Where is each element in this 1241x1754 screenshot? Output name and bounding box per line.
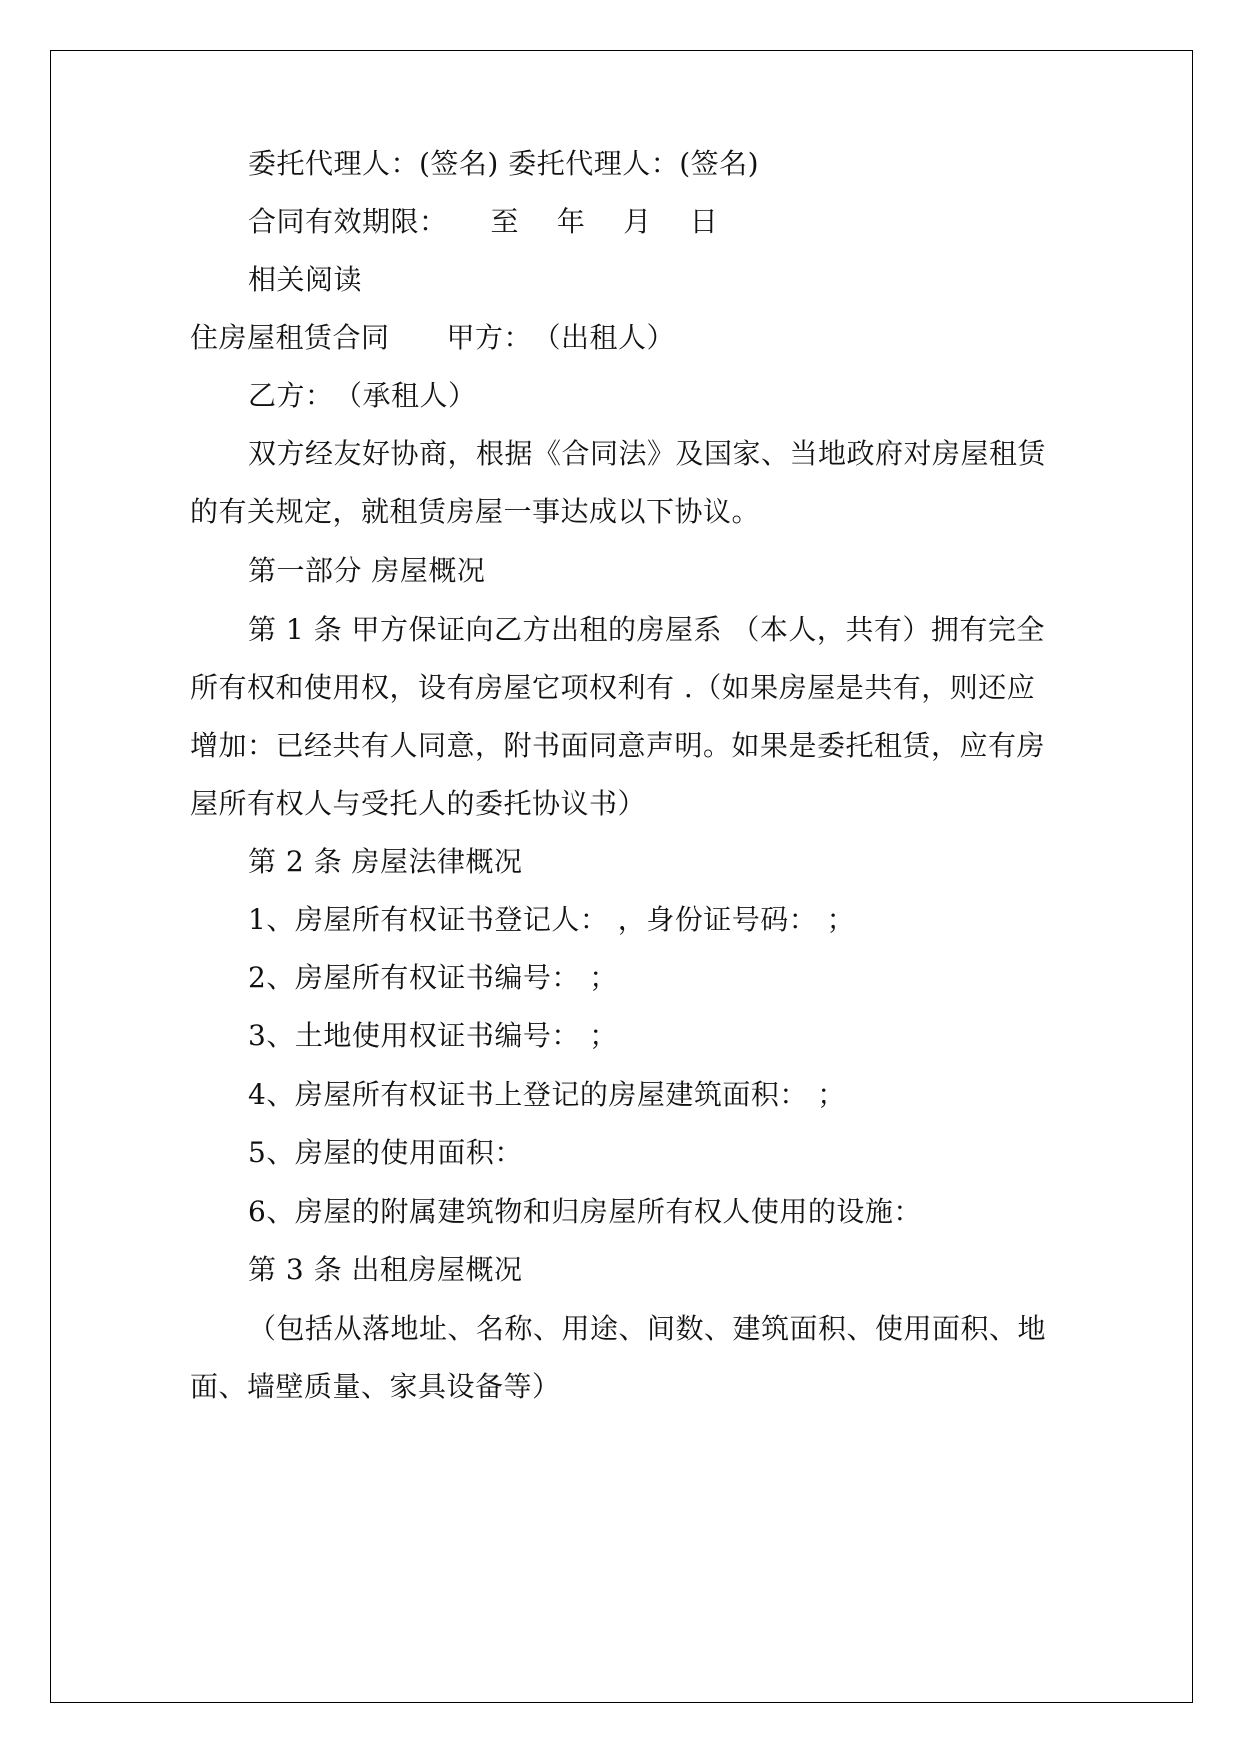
article-3-line-2: 面、墙壁质量、家具设备等）: [190, 1370, 561, 1403]
article-2-item-4: 4、房屋所有权证书上登记的房屋建筑面积： ；: [248, 1078, 846, 1111]
article-2-item-3: 3、土地使用权证书编号： ；: [248, 1019, 618, 1052]
related-reading-heading: 相关阅读: [248, 263, 363, 296]
article-1-line-2: 所有权和使用权，设有房屋它项权利有 .（如果房屋是共有，则还应: [190, 671, 1036, 704]
article-3-heading: 第 3 条 出租房屋概况: [248, 1253, 523, 1286]
article-1-line-3: 增加：已经共有人同意，附书面同意声明。如果是委托租赁，应有房: [190, 729, 1046, 762]
article-2-heading: 第 2 条 房屋法律概况: [248, 845, 523, 878]
article-1-line-4: 屋所有权人与受托人的委托协议书）: [190, 787, 647, 820]
article-2-item-6: 6、房屋的附属建筑物和归房屋所有权人使用的设施：: [248, 1195, 922, 1228]
contract-validity-line: 合同有效期限： 至 年 月 日: [248, 205, 719, 238]
article-1-line-1: 第 1 条 甲方保证向乙方出租的房屋系 （本人，共有）拥有完全: [248, 613, 1045, 646]
article-2-item-2: 2、房屋所有权证书编号： ；: [248, 961, 618, 994]
paragraph-intro-line-1: 双方经友好协商，根据《合同法》及国家、当地政府对房屋租赁: [248, 437, 1047, 470]
party-b-line: 乙方： （承租人）: [248, 379, 477, 412]
section-heading-part-1: 第一部分 房屋概况: [248, 554, 486, 587]
article-2-item-5: 5、房屋的使用面积：: [248, 1136, 523, 1169]
agent-signature-line: 委托代理人：(签名) 委托代理人：(签名): [248, 147, 760, 180]
paragraph-intro-line-2: 的有关规定，就租赁房屋一事达成以下协议。: [190, 495, 761, 528]
article-3-line-1: （包括从落地址、名称、用途、间数、建筑面积、使用面积、地: [248, 1312, 1047, 1345]
page-border: [50, 50, 1193, 1703]
contract-title-party-a: 住房屋租赁合同 甲方： （出租人）: [190, 321, 676, 354]
article-2-item-1: 1、房屋所有权证书登记人： ，身份证号码： ；: [248, 903, 856, 936]
